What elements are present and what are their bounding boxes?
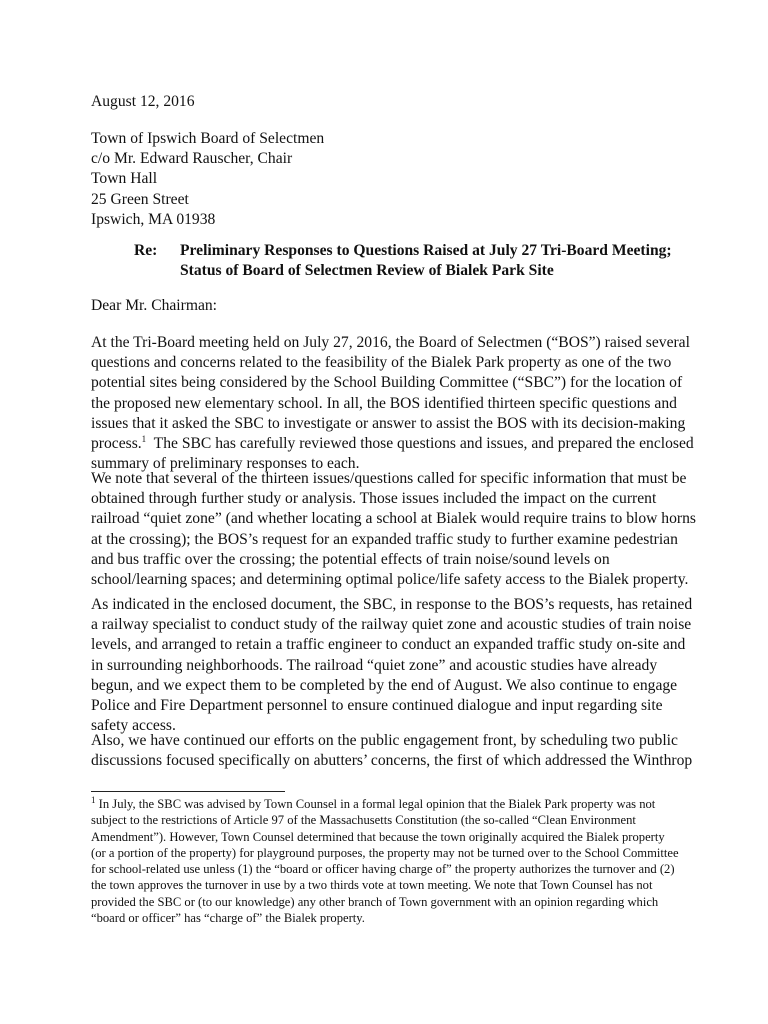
paragraph-line: Police and Fire Department personnel to ensure continued dialogue and input regarding site	[91, 697, 663, 715]
paragraph-line	[91, 434, 701, 454]
paragraph-line: As indicated in the enclosed document, the SBC, in response to the BOS’s requests, has retained	[91, 596, 693, 613]
address-line: 25 Green Street	[91, 190, 189, 208]
paragraph-1	[91, 333, 701, 474]
address-line: Town Hall	[91, 170, 158, 188]
paragraph-line: railroad “quiet zone” (and whether locating a school at Bialek would require trains to blow horns	[91, 510, 696, 528]
paragraph-line: potential sites being considered by the School Building Committee (“SBC”) for the location of	[91, 374, 683, 392]
paragraph-line: the proposed new elementary school. In all, the BOS identified thirteen specific questions and	[91, 394, 677, 412]
footnote-line: subject to the restrictions of Article 97 of the Massachusetts Constitution (the so-called “Clean Environment	[91, 813, 636, 828]
paragraph-line: at the crossing); the BOS’s request for an expanded traffic study to further examine pedestrian	[91, 530, 678, 548]
footnote-line: for school-related use unless (1) the “board or officer having charge of” the property authorizes the turnover and (2)	[91, 862, 675, 877]
paragraph-2	[91, 469, 701, 590]
paragraph-line: questions and concerns related to the feasibility of the Bialek Park property as one of the two	[91, 354, 672, 372]
paragraph-line: begun, and we expect them to be completed by the end of August. We also continue to engage	[91, 676, 678, 694]
recipient-address	[91, 129, 701, 230]
footnote-line: Amendment”). However, Town Counsel determined that because the town originally acquired the Bialek property	[91, 829, 665, 844]
paragraph-line: obtained through further study or analysis. Those issues included the impact on the current	[91, 490, 657, 508]
footnote-reference: 1	[141, 433, 147, 444]
letter-date: August 12, 2016	[91, 93, 195, 110]
footnote-line: provided the SBC or (to our knowledge) any other branch of Town government with an opinion regarding which	[91, 894, 659, 909]
address-line: Town of Ipswich Board of Selectmen	[91, 130, 325, 147]
paragraph-line: safety access.	[91, 717, 176, 735]
subject-text-line: Preliminary Responses to Questions Raised at July 27 Tri-Board Meeting;	[180, 242, 672, 259]
subject-text	[180, 241, 730, 281]
salutation: Dear Mr. Chairman:	[91, 297, 218, 314]
footnote-line: (or a portion of the property) for playground purposes, the property may not be turned over to the School Committee	[91, 845, 679, 860]
paragraph-line: issues that it asked the SBC to investigate or answer to assist the BOS with its decision-making	[91, 414, 686, 432]
footnote-divider	[91, 791, 285, 792]
paragraph-line: school/learning spaces; and determining optimal police/life safety access to the Bialek property.	[91, 571, 689, 589]
line-start: process.	[91, 435, 142, 453]
paragraph-line: a railway specialist to conduct study of the railway quiet zone and acoustic studies of train noise	[91, 616, 692, 634]
footnote-first-line: In July, the SBC was advised by Town Counsel in a formal legal opinion that the Bialek Park property was not	[95, 797, 656, 811]
paragraph-line: Also, we have continued our efforts on the public engagement front, by scheduling two public	[91, 732, 678, 749]
footnote-line	[91, 796, 691, 812]
footnote	[91, 796, 691, 926]
paragraph-line: We note that several of the thirteen issues/questions called for specific information that must be	[91, 470, 687, 487]
paragraph-3	[91, 595, 701, 736]
paragraph-line: levels, and arranged to retain a traffic engineer to conduct an expanded traffic study on-site and	[91, 636, 686, 654]
footnote-mark: 1	[91, 794, 96, 805]
subject-text-line: Status of Board of Selectmen Review of Bialek Park Site	[180, 262, 554, 280]
paragraph-line: summary of preliminary responses to each.	[91, 455, 360, 473]
paragraph-line: and bus traffic over the crossing; the potential effects of train noise/sound levels on	[91, 550, 610, 568]
paragraph-line: At the Tri-Board meeting held on July 27, 2016, the Board of Selectmen (“BOS”) raised several	[91, 334, 690, 351]
paragraph-line: discussions focused specifically on abutters’ concerns, the first of which addressed the Winthrop	[91, 752, 693, 770]
footnote-line: the town approves the turnover in use by a two thirds vote at town meeting. We note that Town Counsel has not	[91, 878, 653, 893]
footnote-line: “board or officer” has “charge of” the Bialek property.	[91, 911, 365, 926]
subject-label: Re:	[134, 242, 158, 259]
line-end: The SBC has carefully reviewed those questions and issues, and prepared the enclosed	[146, 435, 694, 453]
address-line: c/o Mr. Edward Rauscher, Chair	[91, 150, 293, 168]
paragraph-line: in surrounding neighborhoods. The railroad “quiet zone” and acoustic studies have already	[91, 656, 658, 674]
address-line: Ipswich, MA 01938	[91, 210, 216, 228]
paragraph-4	[91, 731, 701, 771]
